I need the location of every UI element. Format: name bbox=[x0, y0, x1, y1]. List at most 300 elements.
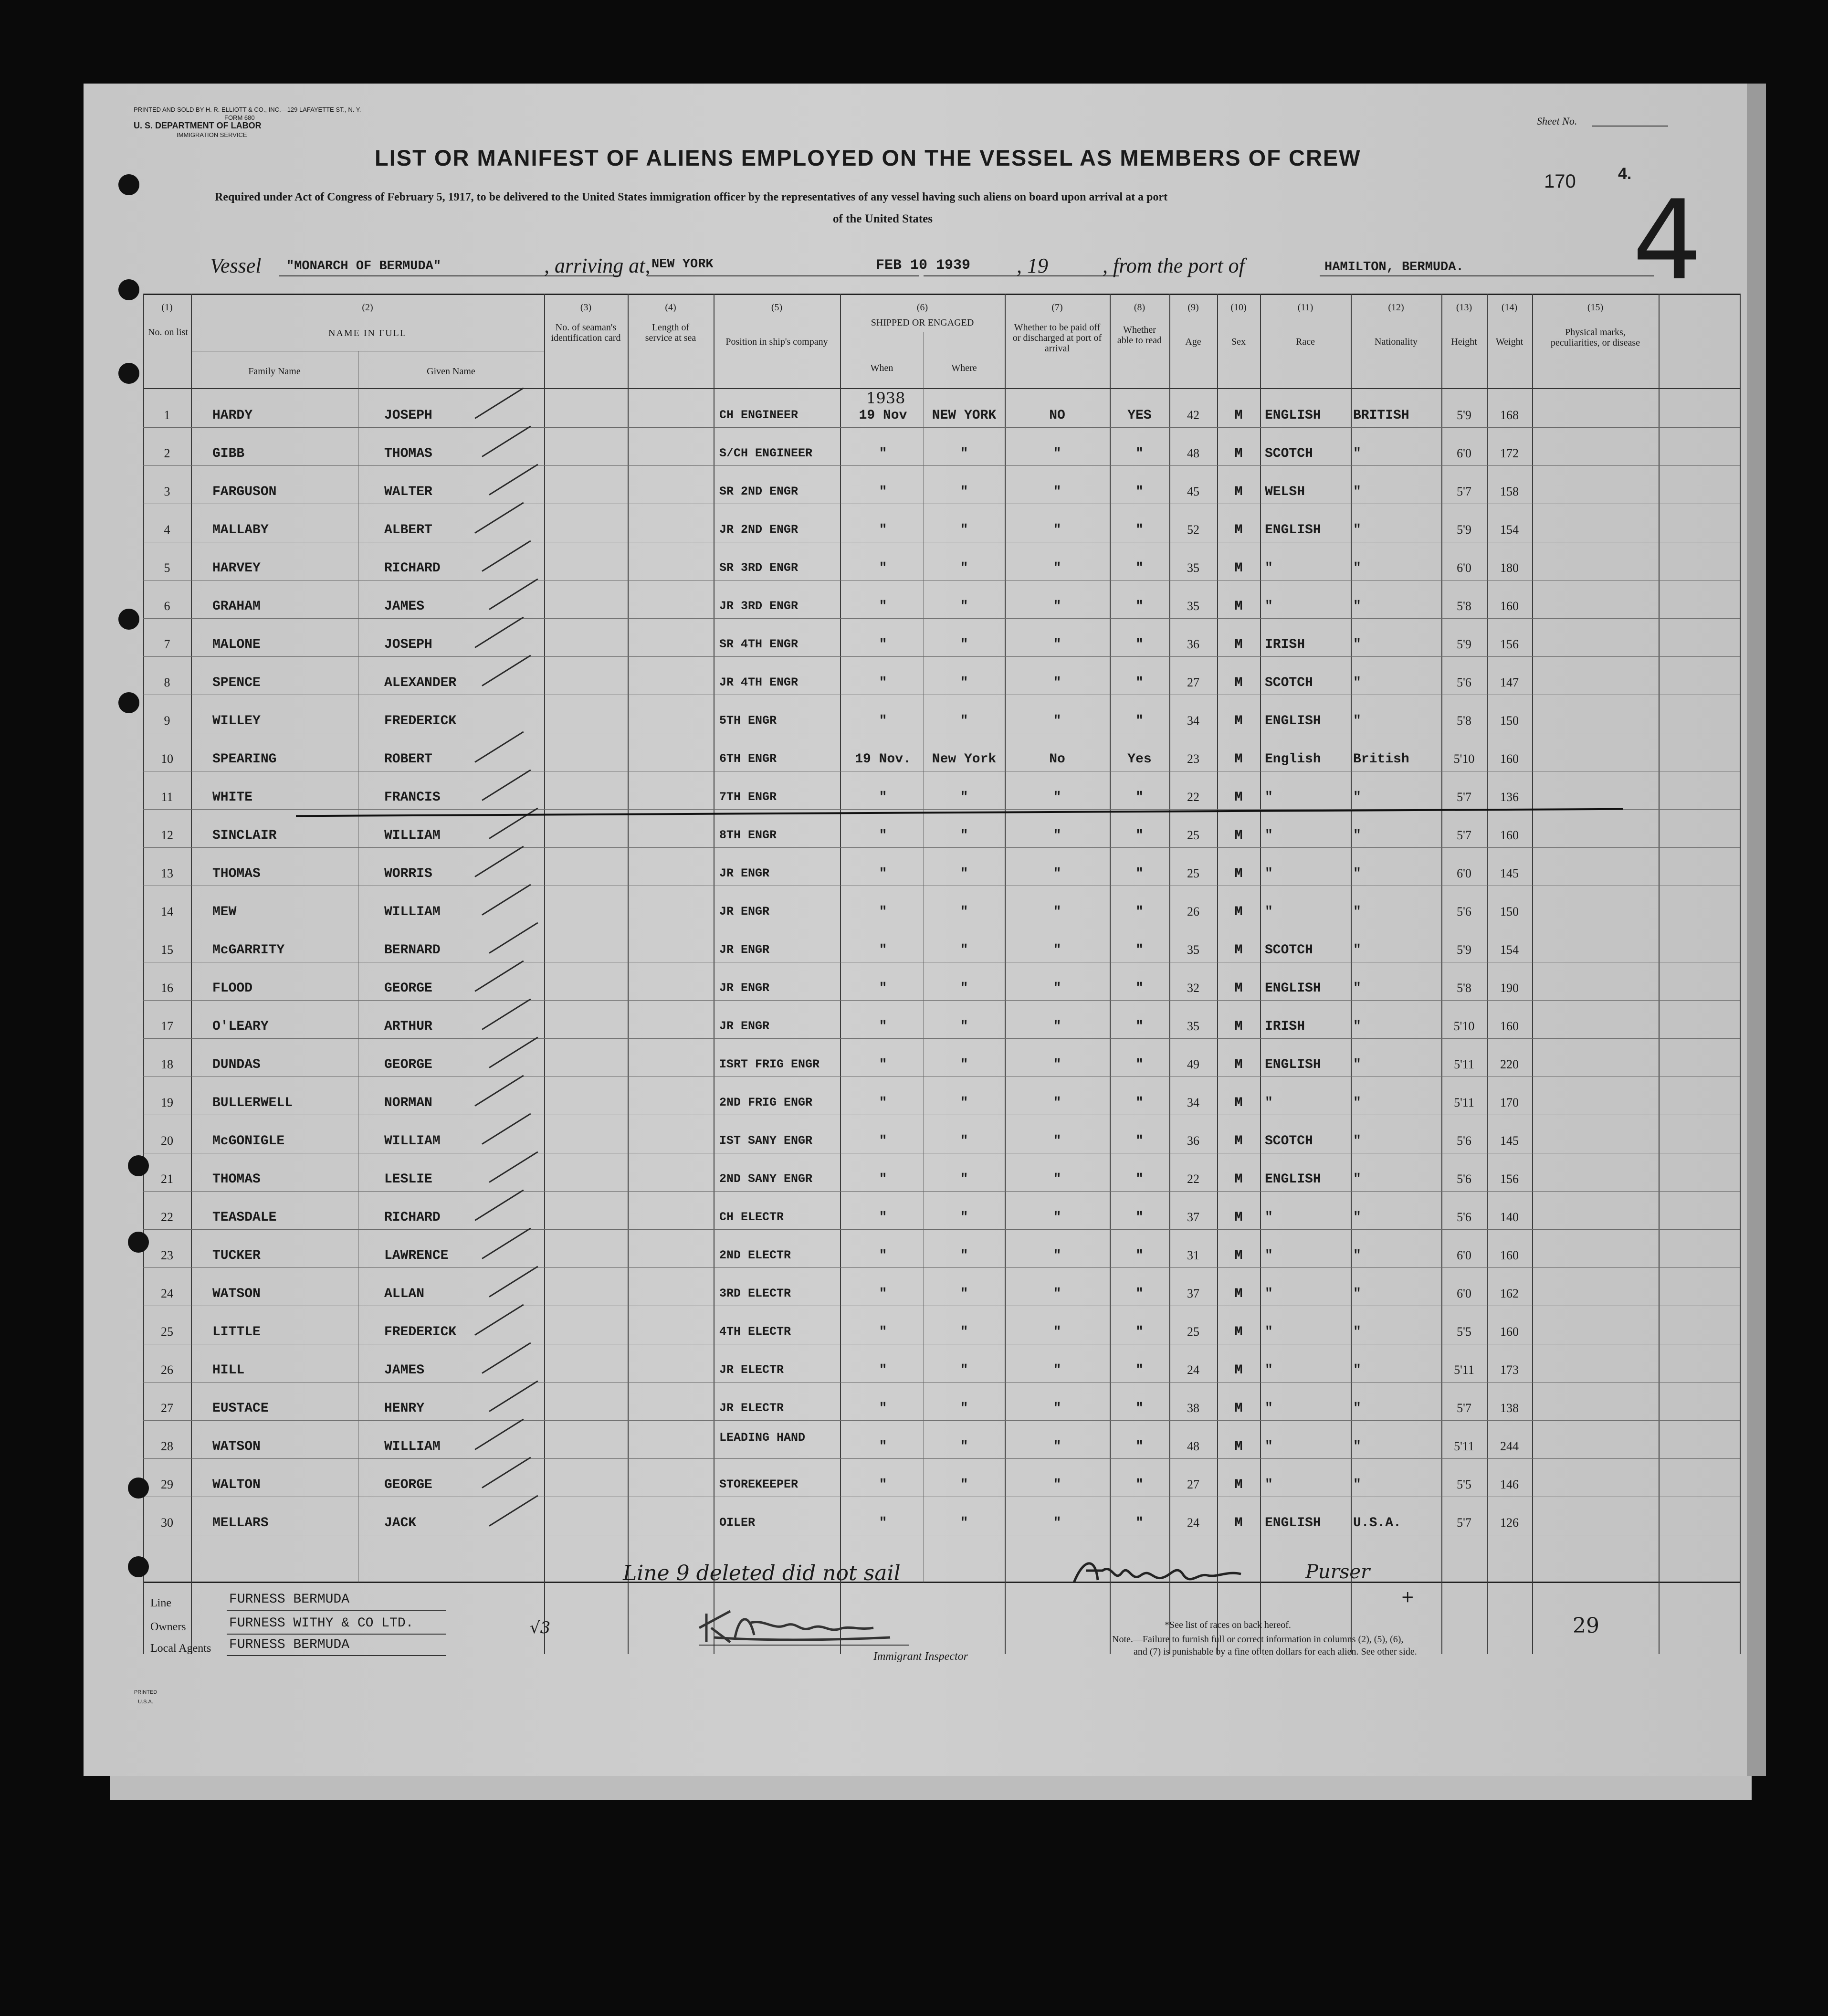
cell-family: O'LEARY bbox=[212, 1019, 269, 1034]
cell-age: 22 bbox=[1187, 790, 1199, 804]
cell-race: " bbox=[1265, 866, 1273, 881]
cell-given: HENRY bbox=[384, 1401, 425, 1416]
cell-sex: M bbox=[1234, 905, 1243, 919]
cell-where: " bbox=[960, 981, 968, 996]
cell-position: JR ENGR bbox=[719, 943, 770, 957]
cell-read: " bbox=[1135, 905, 1144, 919]
cell-nat: " bbox=[1353, 1439, 1361, 1454]
vline bbox=[544, 294, 545, 1654]
cell-nat: " bbox=[1353, 905, 1361, 919]
vessel-label: Vessel bbox=[210, 254, 262, 277]
cell-read: " bbox=[1135, 943, 1144, 958]
col-given-name: Given Name bbox=[427, 366, 475, 377]
cell-read: " bbox=[1135, 1248, 1144, 1263]
cell-given: ROBERT bbox=[384, 752, 432, 767]
cell-read: " bbox=[1135, 637, 1144, 652]
cell-height: 5'7 bbox=[1457, 828, 1471, 842]
cell-where: " bbox=[960, 943, 968, 958]
cell-where: " bbox=[960, 1248, 968, 1263]
cell-read: " bbox=[1135, 1210, 1144, 1225]
cell-given: WILLIAM bbox=[384, 1439, 441, 1454]
row-rule bbox=[143, 427, 1740, 428]
cell-nat: " bbox=[1353, 1096, 1361, 1110]
cell-position: IST SANY ENGR bbox=[719, 1134, 813, 1148]
cell-paid: " bbox=[1053, 943, 1061, 958]
cell-paid: " bbox=[1053, 1478, 1061, 1492]
sheet-no-line bbox=[1592, 125, 1668, 127]
cell-read: " bbox=[1135, 561, 1144, 576]
cell-height: 5'10 bbox=[1453, 752, 1475, 766]
cell-age: 36 bbox=[1187, 637, 1199, 651]
cell-race: " bbox=[1265, 828, 1273, 843]
cell-paid: " bbox=[1053, 1363, 1061, 1378]
cell-paid: " bbox=[1053, 1401, 1061, 1416]
vline bbox=[1351, 294, 1352, 1654]
form-number: FORM 680 bbox=[224, 114, 255, 121]
cell-given: ALBERT bbox=[384, 523, 432, 538]
col-8-number: (8) bbox=[1134, 302, 1145, 313]
cell-family: WATSON bbox=[212, 1439, 261, 1454]
cell-family: THOMAS bbox=[212, 866, 261, 881]
cell-no: 11 bbox=[161, 790, 173, 804]
cell-nat: " bbox=[1353, 485, 1361, 499]
cell-sex: M bbox=[1234, 446, 1243, 461]
cell-weight: 172 bbox=[1500, 446, 1519, 460]
cell-no: 1 bbox=[164, 408, 170, 422]
cell-where: New York bbox=[932, 752, 997, 767]
cell-age: 24 bbox=[1187, 1363, 1199, 1377]
cell-no: 26 bbox=[161, 1363, 173, 1377]
punch-hole bbox=[118, 609, 139, 630]
cell-read: " bbox=[1135, 1325, 1144, 1340]
cell-paid: " bbox=[1053, 866, 1061, 881]
cell-where: " bbox=[960, 1478, 968, 1492]
cell-position: LEADING HAND bbox=[719, 1431, 806, 1445]
cell-race: " bbox=[1265, 1325, 1273, 1340]
cell-position: JR ENGR bbox=[719, 981, 770, 995]
cell-no: 30 bbox=[161, 1516, 173, 1530]
cell-where: " bbox=[960, 1057, 968, 1072]
cell-position: 6TH ENGR bbox=[719, 752, 777, 766]
row-rule bbox=[143, 1267, 1740, 1268]
cell-nat: " bbox=[1353, 866, 1361, 881]
cell-height: 6'0 bbox=[1457, 446, 1471, 460]
cell-height: 6'0 bbox=[1457, 1248, 1471, 1262]
arriving-line bbox=[647, 274, 919, 276]
col-paid-off: Whether to be paid off or discharged at port of arrival bbox=[1012, 322, 1102, 354]
cell-where: " bbox=[960, 676, 968, 690]
cell-race: " bbox=[1265, 1439, 1273, 1454]
cell-no: 18 bbox=[161, 1057, 173, 1071]
cell-race: ENGLISH bbox=[1265, 408, 1321, 423]
cell-height: 5'7 bbox=[1457, 1401, 1471, 1415]
arrival-date: FEB 10 1939 bbox=[876, 257, 971, 274]
cell-when: " bbox=[879, 905, 887, 919]
cell-height: 6'0 bbox=[1457, 1287, 1471, 1300]
cell-weight: 160 bbox=[1500, 1325, 1519, 1339]
cell-paid: No bbox=[1049, 752, 1065, 767]
cell-position: JR ENGR bbox=[719, 905, 770, 918]
cell-read: " bbox=[1135, 1057, 1144, 1072]
cell-paid: " bbox=[1053, 1019, 1061, 1034]
cell-nat: " bbox=[1353, 790, 1361, 805]
col-age: Age bbox=[1185, 337, 1201, 347]
cell-when: " bbox=[879, 1325, 887, 1340]
cell-read: " bbox=[1135, 599, 1144, 614]
cell-when: " bbox=[879, 1401, 887, 1416]
cell-race: ENGLISH bbox=[1265, 1057, 1321, 1072]
cell-nat: U.S.A. bbox=[1353, 1516, 1401, 1530]
cell-read: " bbox=[1135, 1439, 1144, 1454]
col-10-number: (10) bbox=[1230, 302, 1247, 313]
cell-when: " bbox=[879, 790, 887, 805]
cell-height: 5'6 bbox=[1457, 1210, 1471, 1224]
cell-nat: " bbox=[1353, 561, 1361, 576]
cell-no: 16 bbox=[161, 981, 173, 995]
cell-weight: 146 bbox=[1500, 1478, 1519, 1491]
col-weight: Weight bbox=[1495, 337, 1523, 347]
cell-age: 42 bbox=[1187, 408, 1199, 422]
cell-read: " bbox=[1135, 790, 1144, 805]
cell-nat: " bbox=[1353, 943, 1361, 958]
cell-where: " bbox=[960, 790, 968, 805]
cell-nat: " bbox=[1353, 1210, 1361, 1225]
cell-nat: " bbox=[1353, 1248, 1361, 1263]
cell-sex: M bbox=[1234, 1210, 1243, 1225]
cell-height: 5'6 bbox=[1457, 905, 1471, 918]
cell-race: " bbox=[1265, 1248, 1273, 1263]
cell-given: LESLIE bbox=[384, 1172, 432, 1187]
cell-position: ISRT FRIG ENGR bbox=[719, 1057, 820, 1071]
cell-where: " bbox=[960, 1210, 968, 1225]
cell-read: " bbox=[1135, 446, 1144, 461]
row-rule bbox=[143, 465, 1740, 466]
cell-sex: M bbox=[1234, 714, 1243, 728]
cell-height: 5'11 bbox=[1454, 1439, 1474, 1453]
cell-age: 24 bbox=[1187, 1516, 1199, 1530]
cell-no: 9 bbox=[164, 714, 170, 728]
cell-race: SCOTCH bbox=[1265, 446, 1313, 461]
row-rule bbox=[143, 656, 1740, 657]
cell-where: " bbox=[960, 1439, 968, 1454]
cell-no: 27 bbox=[161, 1401, 173, 1415]
cell-weight: 160 bbox=[1500, 752, 1519, 766]
agents-rule bbox=[227, 1654, 446, 1656]
cell-read: " bbox=[1135, 676, 1144, 690]
cell-read: " bbox=[1135, 1096, 1144, 1110]
cell-age: 38 bbox=[1187, 1401, 1199, 1415]
cell-nat: " bbox=[1353, 446, 1361, 461]
cell-age: 27 bbox=[1187, 1478, 1199, 1491]
cell-position: CH ENGINEER bbox=[719, 408, 798, 422]
cell-age: 25 bbox=[1187, 866, 1199, 880]
col-3-number: (3) bbox=[580, 302, 592, 313]
col-family-name: Family Name bbox=[248, 366, 301, 377]
purser-signature bbox=[1069, 1554, 1270, 1592]
cell-age: 35 bbox=[1187, 1019, 1199, 1033]
service: IMMIGRATION SERVICE bbox=[177, 131, 247, 138]
cell-age: 34 bbox=[1187, 714, 1199, 728]
arriving-label: , arriving at, bbox=[544, 254, 651, 277]
punch-hole bbox=[128, 1478, 149, 1499]
inspector-label: Immigrant Inspector bbox=[873, 1650, 968, 1663]
cell-position: OILER bbox=[719, 1516, 756, 1530]
cell-when: " bbox=[879, 599, 887, 614]
cell-given: RICHARD bbox=[384, 561, 441, 576]
vline bbox=[1532, 294, 1533, 1654]
cell-where: " bbox=[960, 446, 968, 461]
page-title: LIST OR MANIFEST OF ALIENS EMPLOYED ON THE VESSEL AS MEMBERS OF CREW bbox=[375, 145, 1361, 170]
cell-no: 10 bbox=[161, 752, 173, 766]
cell-paid: NO bbox=[1049, 408, 1065, 423]
cell-given: WORRIS bbox=[384, 866, 432, 881]
col-6-number: (6) bbox=[916, 302, 928, 313]
cell-paid: " bbox=[1053, 446, 1061, 461]
cell-no: 24 bbox=[161, 1287, 173, 1300]
col-9-number: (9) bbox=[1187, 302, 1199, 313]
cell-position: 3RD ELECTR bbox=[719, 1287, 791, 1300]
cell-where: " bbox=[960, 599, 968, 614]
cell-when: " bbox=[879, 1287, 887, 1301]
cell-sex: M bbox=[1234, 523, 1243, 538]
cell-nat: " bbox=[1353, 1057, 1361, 1072]
cell-height: 5'7 bbox=[1457, 1516, 1471, 1530]
cell-height: 5'11 bbox=[1454, 1363, 1474, 1377]
cell-age: 25 bbox=[1187, 1325, 1199, 1339]
header-bottom-rule bbox=[143, 388, 1740, 389]
cell-nat: " bbox=[1353, 714, 1361, 728]
cell-nat: " bbox=[1353, 1478, 1361, 1492]
col-where: Where bbox=[951, 363, 977, 373]
cell-height: 5'6 bbox=[1457, 676, 1471, 689]
cell-weight: 180 bbox=[1500, 561, 1519, 575]
row-rule bbox=[143, 580, 1740, 581]
cell-given: WALTER bbox=[384, 485, 432, 499]
cell-height: 5'7 bbox=[1457, 485, 1471, 498]
cell-where: " bbox=[960, 485, 968, 499]
cell-race: " bbox=[1265, 599, 1273, 614]
col-15-number: (15) bbox=[1587, 302, 1604, 313]
cell-when: " bbox=[879, 1210, 887, 1225]
punch-hole bbox=[118, 279, 139, 300]
cell-family: MALONE bbox=[212, 637, 261, 652]
table-top-rule bbox=[143, 294, 1740, 295]
owners-rule bbox=[227, 1633, 446, 1635]
owners-label: Owners bbox=[150, 1621, 186, 1633]
cell-sex: M bbox=[1234, 1363, 1243, 1378]
cell-position: 8TH ENGR bbox=[719, 828, 777, 842]
cell-height: 5'11 bbox=[1454, 1057, 1474, 1071]
cell-age: 35 bbox=[1187, 599, 1199, 613]
col-able-read: Whether able to read bbox=[1117, 325, 1162, 346]
printer-line: PRINTED AND SOLD BY H. R. ELLIOTT & CO., INC.—129 LAFAYETTE ST., N. Y. bbox=[134, 106, 361, 113]
cell-sex: M bbox=[1234, 1134, 1243, 1149]
cell-family: McGONIGLE bbox=[212, 1134, 285, 1149]
cell-given: JOSEPH bbox=[384, 408, 432, 423]
cell-age: 37 bbox=[1187, 1210, 1199, 1224]
cell-age: 35 bbox=[1187, 943, 1199, 957]
cell-when: " bbox=[879, 866, 887, 881]
cell-sex: M bbox=[1234, 790, 1243, 805]
cell-read: " bbox=[1135, 981, 1144, 996]
cell-no: 28 bbox=[161, 1439, 173, 1453]
cell-when: " bbox=[879, 1363, 887, 1378]
cell-family: FARGUSON bbox=[212, 485, 277, 499]
cell-sex: M bbox=[1234, 752, 1243, 767]
sheet-edge bbox=[1744, 84, 1766, 1776]
cell-when: 19 Nov. bbox=[855, 752, 911, 767]
cell-no: 4 bbox=[164, 523, 170, 537]
row-rule bbox=[143, 1382, 1740, 1383]
cell-age: 52 bbox=[1187, 523, 1199, 537]
cell-position: 2ND ELECTR bbox=[719, 1248, 791, 1262]
cell-age: 48 bbox=[1187, 1439, 1199, 1453]
row-rule bbox=[143, 1229, 1740, 1230]
cell-when: " bbox=[879, 446, 887, 461]
cell-where: " bbox=[960, 828, 968, 843]
cell-race: IRISH bbox=[1265, 637, 1305, 652]
cell-position: STOREKEEPER bbox=[719, 1478, 798, 1491]
cell-no: 20 bbox=[161, 1134, 173, 1148]
cell-paid: " bbox=[1053, 561, 1061, 576]
cell-height: 5'7 bbox=[1457, 790, 1471, 804]
cell-read: " bbox=[1135, 866, 1144, 881]
cell-sex: M bbox=[1234, 1401, 1243, 1416]
cell-no: 5 bbox=[164, 561, 170, 575]
cell-position: 4TH ELECTR bbox=[719, 1325, 791, 1339]
punch-hole bbox=[118, 363, 139, 384]
vessel-name: "MONARCH OF BERMUDA" bbox=[286, 259, 441, 274]
cell-when: " bbox=[879, 1516, 887, 1530]
cell-weight: 170 bbox=[1500, 1096, 1519, 1109]
cell-no: 23 bbox=[161, 1248, 173, 1262]
cell-height: 5'5 bbox=[1457, 1325, 1471, 1339]
cell-nat: " bbox=[1353, 637, 1361, 652]
cell-read: " bbox=[1135, 1019, 1144, 1034]
punch-hole bbox=[128, 1556, 149, 1577]
subtitle-1: Required under Act of Congress of February 5, 1917, to be delivered to the United States immigration officer by the representatives of any vessel having such aliens on board upon arrival at a port bbox=[215, 191, 1168, 203]
cell-family: DUNDAS bbox=[212, 1057, 261, 1072]
big-handwritten-mark: 4 bbox=[1632, 177, 1702, 305]
cell-sex: M bbox=[1234, 485, 1243, 499]
cell-paid: " bbox=[1053, 485, 1061, 499]
cell-position: JR ELECTR bbox=[719, 1401, 784, 1415]
cell-read: Yes bbox=[1127, 752, 1152, 767]
cell-no: 6 bbox=[164, 599, 170, 613]
cell-where: " bbox=[960, 1172, 968, 1187]
cell-position: JR 2ND ENGR bbox=[719, 523, 798, 537]
cell-no: 13 bbox=[161, 866, 173, 880]
cell-height: 5'6 bbox=[1457, 1172, 1471, 1186]
line-value: FURNESS BERMUDA bbox=[229, 1592, 350, 1607]
cell-read: " bbox=[1135, 714, 1144, 728]
arriving-port: NEW YORK bbox=[651, 257, 714, 272]
cell-when: " bbox=[879, 1248, 887, 1263]
cell-no: 2 bbox=[164, 446, 170, 460]
inspector-signature bbox=[697, 1604, 897, 1647]
cell-weight: 126 bbox=[1500, 1516, 1519, 1530]
cell-weight: 154 bbox=[1500, 523, 1519, 537]
year-above-dates: 1938 bbox=[866, 389, 905, 407]
cell-when: " bbox=[879, 828, 887, 843]
cell-paid: " bbox=[1053, 1096, 1061, 1110]
cell-where: " bbox=[960, 561, 968, 576]
cell-race: ENGLISH bbox=[1265, 714, 1321, 728]
agents-label: Local Agents bbox=[150, 1642, 211, 1655]
col-nationality: Nationality bbox=[1375, 337, 1418, 347]
cell-when: " bbox=[879, 1439, 887, 1454]
cell-when: " bbox=[879, 1057, 887, 1072]
cell-sex: M bbox=[1234, 981, 1243, 996]
cell-family: SPEARING bbox=[212, 752, 277, 767]
cell-where: " bbox=[960, 1325, 968, 1340]
cell-paid: " bbox=[1053, 790, 1061, 805]
cell-race: " bbox=[1265, 1210, 1273, 1225]
cell-sex: M bbox=[1234, 1516, 1243, 1530]
row-rule bbox=[143, 1420, 1740, 1421]
page-total: 29 bbox=[1573, 1614, 1599, 1638]
cell-no: 29 bbox=[161, 1478, 173, 1491]
cell-no: 19 bbox=[161, 1096, 173, 1109]
table-bottom-rule bbox=[143, 1582, 1740, 1583]
cell-height: 5'9 bbox=[1457, 408, 1471, 422]
year-label: , 19 bbox=[1017, 254, 1048, 277]
cell-nat: " bbox=[1353, 981, 1361, 996]
cell-family: THOMAS bbox=[212, 1172, 261, 1187]
cell-height: 6'0 bbox=[1457, 866, 1471, 880]
cell-family: FLOOD bbox=[212, 981, 253, 996]
cell-when: 19 Nov bbox=[859, 408, 907, 423]
cell-paid: " bbox=[1053, 1057, 1061, 1072]
cell-where: " bbox=[960, 523, 968, 538]
cell-given: GEORGE bbox=[384, 1478, 432, 1492]
cell-family: WALTON bbox=[212, 1478, 261, 1492]
cell-given: GEORGE bbox=[384, 981, 432, 996]
cell-sex: M bbox=[1234, 1325, 1243, 1340]
cell-when: " bbox=[879, 1019, 887, 1034]
cell-weight: 168 bbox=[1500, 408, 1519, 422]
cell-paid: " bbox=[1053, 905, 1061, 919]
cell-nat: " bbox=[1353, 1287, 1361, 1301]
cell-when: " bbox=[879, 981, 887, 996]
cell-age: 37 bbox=[1187, 1287, 1199, 1300]
cell-race: IRISH bbox=[1265, 1019, 1305, 1034]
cell-position: JR ENGR bbox=[719, 1019, 770, 1033]
cell-weight: 154 bbox=[1500, 943, 1519, 957]
cell-height: 5'10 bbox=[1453, 1019, 1475, 1033]
cell-nat: " bbox=[1353, 1363, 1361, 1378]
cell-where: " bbox=[960, 1363, 968, 1378]
cell-weight: 145 bbox=[1500, 866, 1519, 880]
cell-nat: " bbox=[1353, 676, 1361, 690]
cell-weight: 244 bbox=[1500, 1439, 1519, 1453]
cell-sex: M bbox=[1234, 943, 1243, 958]
subtitle-2: of the United States bbox=[833, 212, 933, 225]
cell-where: NEW YORK bbox=[932, 408, 997, 423]
cell-paid: " bbox=[1053, 676, 1061, 690]
cell-weight: 156 bbox=[1500, 1172, 1519, 1186]
union-label: PRINTED U.S.A. bbox=[134, 1689, 158, 1705]
cell-weight: 150 bbox=[1500, 714, 1519, 728]
cell-where: " bbox=[960, 1401, 968, 1416]
cell-paid: " bbox=[1053, 828, 1061, 843]
cell-when: " bbox=[879, 485, 887, 499]
cell-race: English bbox=[1265, 752, 1321, 767]
cell-read: " bbox=[1135, 828, 1144, 843]
cell-height: 5'11 bbox=[1454, 1096, 1474, 1109]
cell-when: " bbox=[879, 1172, 887, 1187]
cell-where: " bbox=[960, 637, 968, 652]
